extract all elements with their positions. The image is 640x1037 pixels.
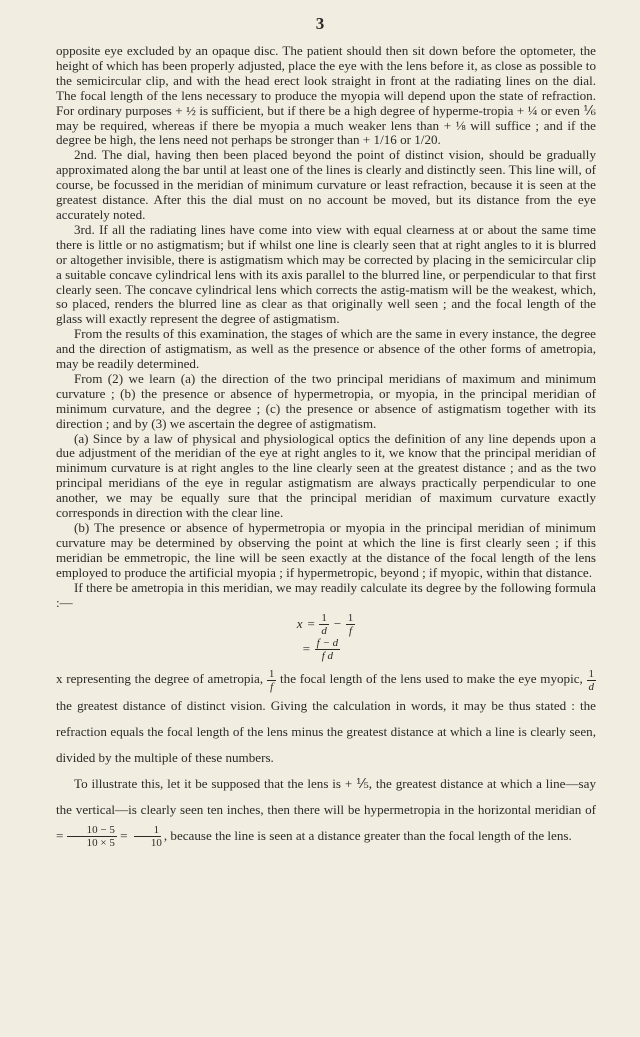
body-text [56,44,596,849]
fraction-one-over-f [346,612,356,637]
fraction-denominator: 10 [150,837,162,850]
fraction-numerator: 1 [588,667,595,680]
example-fraction [67,824,117,849]
fraction-numerator: f − d [316,637,339,650]
text-fragment: , because the line is seen at a distance greater than the focal length of the lens. [163,827,572,843]
text-fragment: the greatest distance of distinct vision. Giving the calculation in words, it may be thus stated : the refraction equals the focal length of the lens minus the greatest distance at which a line is clearly seen, divided by the multiple of these numbers. [56,697,596,765]
paragraph [56,771,596,850]
paragraph: From the results of this examination, the stages of which are the same in every instance, the degree and the direction of astigmatism, as well as the presence or absence of the other forms of ametropia, may be readily determined. [56,326,596,372]
paragraph: From (2) we learn (a) the direction of the two principal meridians of maximum and minimum curvature ; (b) the presence or absence of hypermetropia, or myopia, in the principal meridian of minimum curvature, and the degree ; (c) the presence or absence of astigmatism together with its direction ; and by (3) we ascertain the degree of astigmatism. [56,370,596,431]
fraction-numerator: 1 [321,612,327,625]
fraction-denominator: d [321,625,327,638]
fraction-f-minus-d-over-fd [315,637,340,662]
text-fragment: the focal length of the lens used to make the eye myopic, [280,671,583,687]
fraction-denominator: f [348,625,353,638]
formula-minus: − [332,616,342,632]
paragraph: (a) Since by a law of physical and physiological optics the definition of any line depends upon a due adjustment of the meridian of the eye at right angles to it, we know that the principal meridian of minimum curvature is at right angles to the line clearly seen at the greatest distance ; and as the two principal meridians of the eye in regular astigmatism are always practically perpendicular to one another, we may be equally sure that the principal meridian of maximum curvature exactly corresponds in direction with the clear line. [56,430,596,521]
paragraph: (b) The presence or absence of hypermetropia or myopia in the principal meridian of minimum curvature may be determined by observing the point at which the line is first clearly seen ; if this meridian be emmetropic, the line will be seen exactly at the distance of the focal length of the lens employed to produce the artificial myopia ; if hypermetropic, beyond ; if myopic, within that distance. [56,520,596,580]
text-fragment: x representing the degree of ametropia, [56,671,264,687]
fraction-one-over-f [267,668,277,693]
fraction-numerator: 1 [134,824,162,837]
paragraph: 2nd. The dial, having then been placed beyond the point of distinct vision, should be gradually approximated along the bar until at least one of the lines is clearly and distinctly seen. This line will, of course, be focussed in the meridian of minimum curvature or least refraction, because it is seen at the greatest distance. After this the dial must on no account be moved, but its distance from the eye accurately noted. [56,147,596,222]
fraction-numerator: 1 [268,667,275,680]
fraction-one-over-d [319,612,329,637]
paragraph: 3rd. If all the radiating lines have come into view with equal clearness at or about the same time there is little or no astigmatism; but if whilst one line is clearly seen that at right angles to it is blurred or altogether invisible, there is astigmatism which may be corrected by placing in the semicircular clip a suitable concave cylindrical lens with its axis parallel to the blurred line, or perpendicular to that first clearly seen. The concave cylindrical lens which corrects the astig-matism will be the weakest, which, so placed, renders the blurred line as clear as that originally well seen ; and the focal length of the glass will exactly represent the degree of astigmatism. [56,221,596,327]
formula-equals: = [120,827,128,843]
fraction-denominator: f [270,680,274,693]
fraction-numerator: 1 [347,612,354,625]
fraction-one-over-d [587,668,597,693]
page-number: 3 [315,14,325,33]
example-result-fraction [131,824,164,849]
fraction-denominator: 10 × 5 [86,837,115,850]
paragraph: opposite eye excluded by an opaque disc. The patient should then sit down before the optometer, the height of which has been properly adjusted, place the eye with the lens before it, as close as possible to the semicircular clip, and with the head erect look straight in front at the radiating lines on the dial. The focal length of the lens necessary to produce the myopia will depend upon the state of refraction. For ordinary purposes + ½ is sufficient, but if there be a high degree of hyperme-tropia + ¼ or even ⅙ may be required, whereas if there be myopia a much weaker lens than + ⅛ will suffice ; and if the degree be high, the lens need not perhaps be stronger than + 1/16 or 1/20. [56,43,596,148]
formula-equals: = [301,641,311,657]
formula-x: x [296,616,303,632]
paragraph: If there be ametropia in this meridian, we may readily calculate its degree by the following formula :— [56,579,596,610]
fraction-denominator: d [588,680,595,693]
formula-equals: = [306,616,316,632]
fraction-denominator: f d [321,650,334,663]
paragraph [56,666,596,771]
fraction-numerator: 10 − 5 [67,824,117,837]
text-fragment: To illustrate this, let it be supposed that the lens is + ⅕, the greatest distance at which a line—say the vertical—is clearly seen ten inches, then there will be hypermetropia in the horizontal meridian of = [56,775,596,843]
ametropia-formula [56,612,596,662]
